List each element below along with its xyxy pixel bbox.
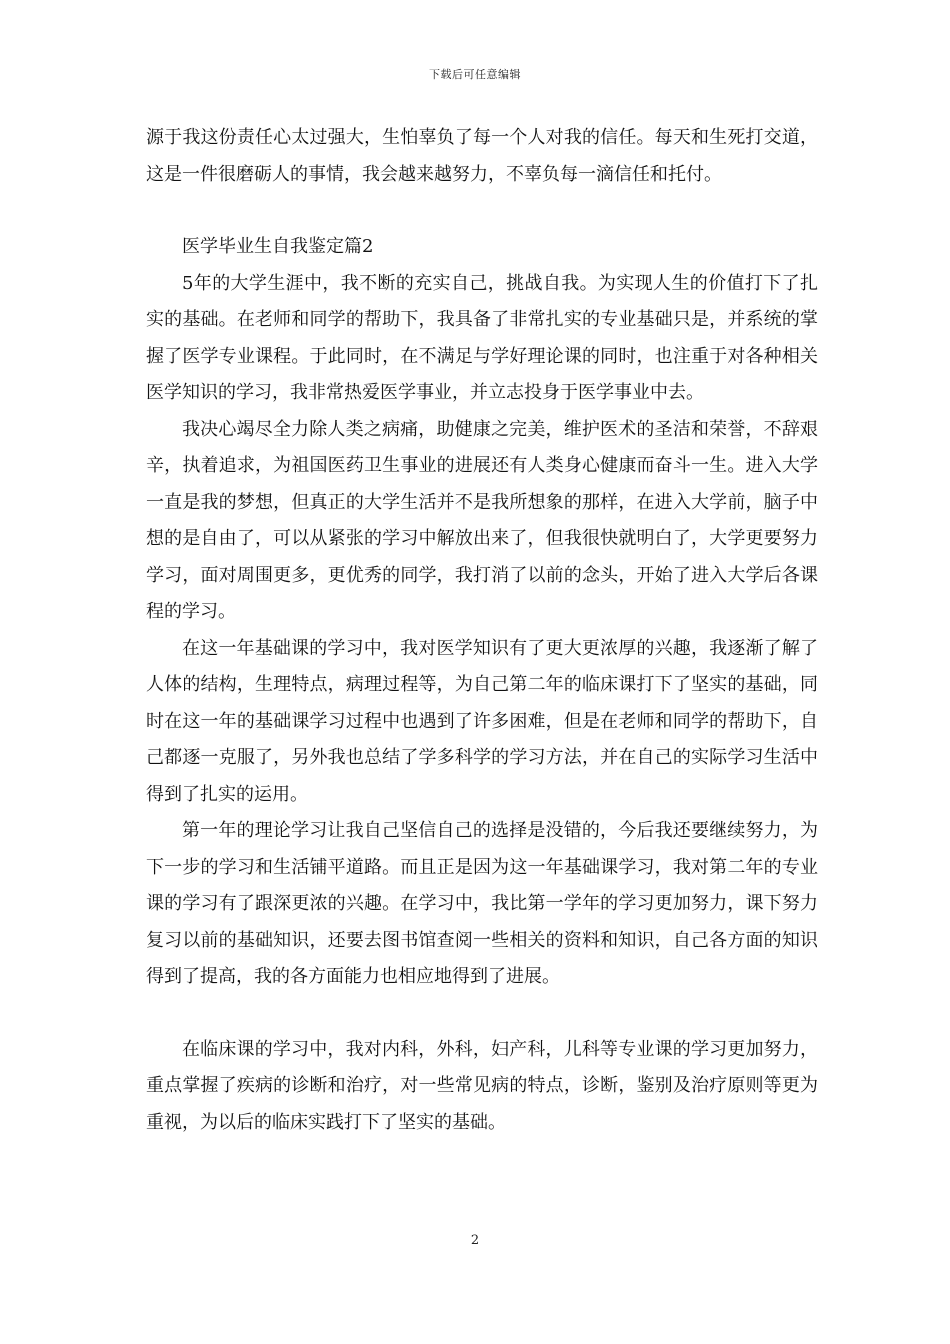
page-header: 下载后可任意编辑	[429, 68, 521, 81]
paragraph: 第一年的理论学习让我自己坚信自己的选择是没错的，今后我还要继续努力，为下一步的学习和生活铺平道路。而且正是因为这一年基础课学习，我对第二年的专业课的学习有了跟深更浓的兴趣。在学习中，我比第一学年的学习更加努力，课下努力复习以前的基础知识，还要去图书馆查阅一些相关的资料和知识，自己各方面的知识得到了提高，我的各方面能力也相应地得到了进展。	[146, 820, 818, 987]
paragraph: 我决心竭尽全力除人类之病痛，助健康之完美，维护医术的圣洁和荣誉，不辞艰辛，执着追求，为祖国医药卫生事业的进展还有人类身心健康而奋斗一生。进入大学一直是我的梦想，但真正的大学生活并不是我所想象的那样，在进入大学前，脑子中想的是自由了，可以从紧张的学习中解放出来了，但我很快就明白了，大学更要努力学习，面对周围更多，更优秀的同学，我打消了以前的念头，开始了进入大学后各课程的学习。	[146, 418, 818, 622]
page-number: 2	[470, 1233, 480, 1248]
paragraph: 5年的大学生涯中，我不断的充实自己，挑战自我。为实现人生的价值打下了扎实的基础。在老师和同学的帮助下，我具备了非常扎实的专业基础只是，并系统的掌握了医学专业课程。于此同时，在不满足与学好理论课的同时，也注重于对各种相关医学知识的学习，我非常热爱医学事业，并立志投身于医学事业中去。	[146, 272, 818, 403]
paragraph: 在这一年基础课的学习中，我对医学知识有了更大更浓厚的兴趣，我逐渐了解了人体的结构，生理特点，病理过程等，为自己第二年的临床课打下了坚实的基础，同时在这一年的基础课学习过程中也遇到了许多困难，但是在老师和同学的帮助下，自己都逐一克服了，另外我也总结了学多科学的学习方法，并在自己的实际学习生活中得到了扎实的运用。	[146, 637, 818, 805]
section-heading: 医学毕业生自我鉴定篇2	[182, 236, 374, 257]
paragraph-continued: 源于我这份责任心太过强大，生怕辜负了每一个人对我的信任。每天和生死打交道，这是一件很磨砺人的事情，我会越来越努力，不辜负每一滴信任和托付。	[146, 127, 818, 185]
document-body	[146, 120, 818, 1141]
paragraph: 在临床课的学习中，我对内科，外科，妇产科，儿科等专业课的学习更加努力，重点掌握了疾病的诊断和治疗，对一些常见病的特点，诊断，鉴别及治疗原则等更为重视，为以后的临床实践打下了坚实的基础。	[146, 1038, 818, 1133]
